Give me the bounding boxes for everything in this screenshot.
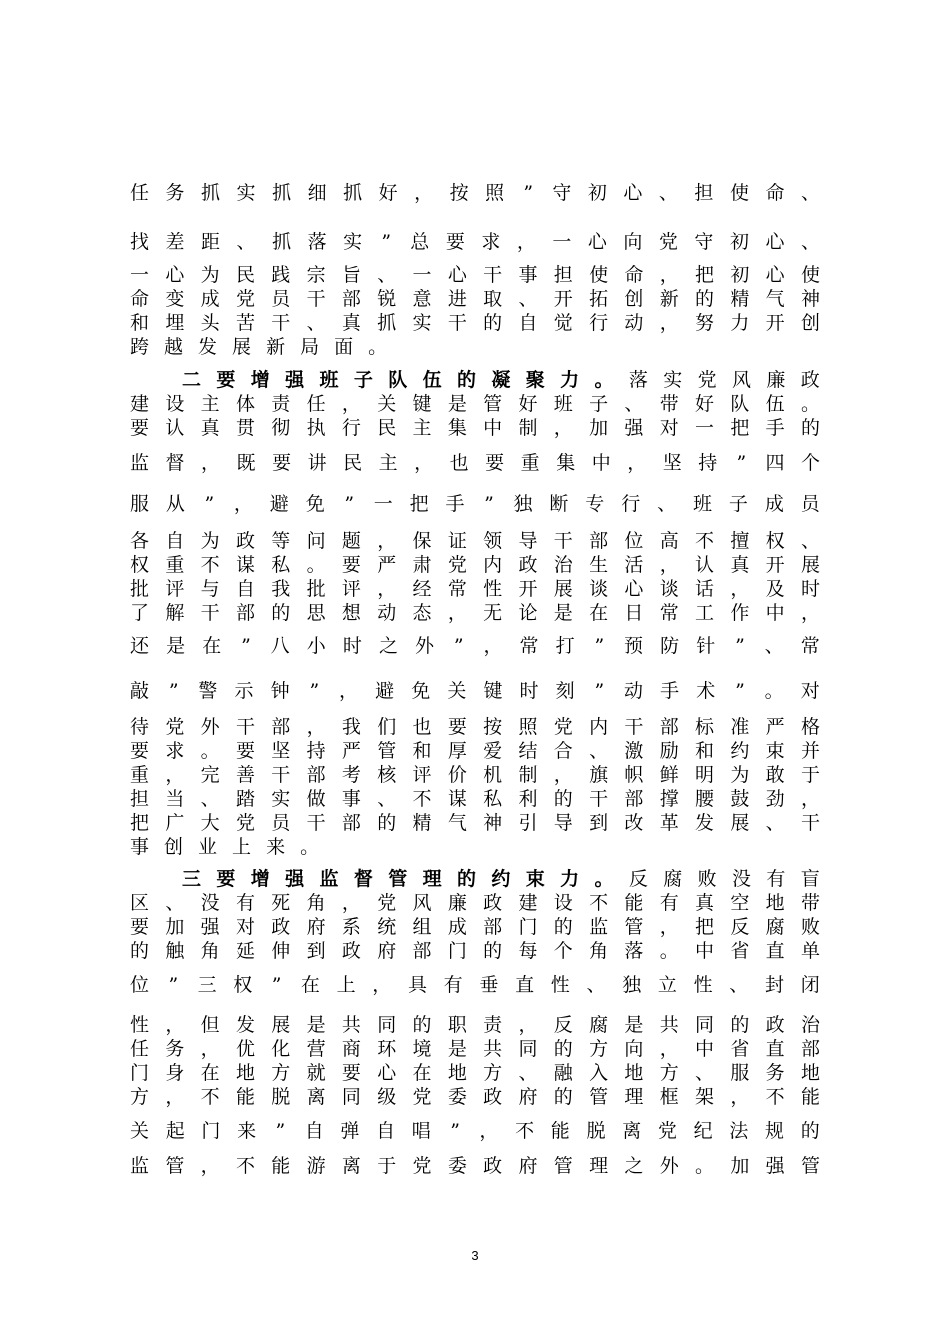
text-line: 任 务 ， 优 化 营 商 环 境 是 共 同 的 方 向 ， 中 省 直 部 <box>130 1038 820 1060</box>
text-line: 监 管 ， 不 能 游 离 于 党 委 政 府 管 理 之 外 。 加 强 管 <box>130 1155 820 1177</box>
text-line: 任 务 抓 实 抓 细 抓 好 ， 按 照 ” 守 初 心 、 担 使 命 、 <box>130 182 820 204</box>
text-line: 位 ” 三 权 ” 在 上 ， 具 有 垂 直 性 、 独 立 性 、 封 闭 <box>130 974 820 996</box>
text-line: 把 广 大 党 员 干 部 的 精 气 神 引 导 到 改 革 发 展 、 干 <box>130 812 820 834</box>
text-line: 和 埋 头 苦 干 、 真 抓 实 干 的 自 觉 行 动 ， 努 力 开 创 <box>130 312 820 334</box>
text-line: 监 督 ， 既 要 讲 民 主 ， 也 要 重 集 中 ， 坚 持 ” 四 个 <box>130 452 820 474</box>
text-line: 权 重 不 谋 私 。 要 严 肃 党 内 政 治 生 活 ， 认 真 开 展 <box>130 554 820 576</box>
text-line: 区 、 没 有 死 角 ， 党 风 廉 政 建 设 不 能 有 真 空 地 带 <box>130 892 820 914</box>
text-line: 待 党 外 干 部 ， 我 们 也 要 按 照 党 内 干 部 标 准 严 格 <box>130 716 820 738</box>
text-line: 关 起 门 来 ” 自 弹 自 唱 ” ， 不 能 脱 离 党 纪 法 规 的 <box>130 1120 820 1142</box>
text-line: 命 变 成 党 员 干 部 锐 意 进 取 、 开 拓 创 新 的 精 气 神 <box>130 288 820 310</box>
text-line: 了 解 干 部 的 思 想 动 态 ， 无 论 是 在 日 常 工 作 中 ， <box>130 602 820 624</box>
page-number: 3 <box>471 1248 479 1263</box>
text-line: 二 要 增 强 班 子 队 伍 的 凝 聚 力 。 落 实 党 风 廉 政 <box>182 369 820 391</box>
text-line: 方 ， 不 能 脱 离 同 级 党 委 政 府 的 管 理 框 架 ， 不 能 <box>130 1086 820 1108</box>
text-line: 担 当 、 踏 实 做 事 、 不 谋 私 利 的 干 部 撑 腰 鼓 劲 ， <box>130 788 820 810</box>
text-line: 性 ， 但 发 展 是 共 同 的 职 责 ， 反 腐 是 共 同 的 政 治 <box>130 1014 820 1036</box>
text-line: 敲 ” 警 示 钟 ” ， 避 免 关 键 时 刻 ” 动 手 术 ” 。 对 <box>130 680 820 702</box>
text-line: 重 ， 完 善 干 部 考 核 评 价 机 制 ， 旗 帜 鲜 明 为 敢 于 <box>130 764 820 786</box>
text-line: 各 自 为 政 等 问 题 ， 保 证 领 导 干 部 位 高 不 擅 权 、 <box>130 530 820 552</box>
text-line: 门 身 在 地 方 就 要 心 在 地 方 、 融 入 地 方 、 服 务 地 <box>130 1062 820 1084</box>
text-line: 事 创 业 上 来 。 <box>130 836 320 858</box>
text-line: 一 心 为 民 践 宗 旨 、 一 心 干 事 担 使 命 ， 把 初 心 使 <box>130 264 820 286</box>
text-line: 建 设 主 体 责 任 ， 关 键 是 管 好 班 子 、 带 好 队 伍 。 <box>130 393 820 415</box>
text-line: 找 差 距 、 抓 落 实 ” 总 要 求 ， 一 心 向 党 守 初 心 、 <box>130 231 820 253</box>
text-line: 要 认 真 贯 彻 执 行 民 主 集 中 制 ， 加 强 对 一 把 手 的 <box>130 417 820 439</box>
text-line: 要 加 强 对 政 府 系 统 组 成 部 门 的 监 管 ， 把 反 腐 败 <box>130 916 820 938</box>
text-line: 服 从 ” ， 避 免 ” 一 把 手 ” 独 断 专 行 、 班 子 成 员 <box>130 493 820 515</box>
text-line: 还 是 在 ” 八 小 时 之 外 ” ， 常 打 ” 预 防 针 ” 、 常 <box>130 635 820 657</box>
text-line: 跨 越 发 展 新 局 面 。 <box>130 336 388 358</box>
text-line: 的 触 角 延 伸 到 政 府 部 门 的 每 个 角 落 。 中 省 直 单 <box>130 940 820 962</box>
text-line: 要 求 。 要 坚 持 严 管 和 厚 爱 结 合 、 激 励 和 约 束 并 <box>130 740 820 762</box>
text-line: 批 评 与 自 我 批 评 ， 经 常 性 开 展 谈 心 谈 话 ， 及 时 <box>130 578 820 600</box>
text-line: 三 要 增 强 监 督 管 理 的 约 束 力 。 反 腐 败 没 有 盲 <box>182 868 820 890</box>
